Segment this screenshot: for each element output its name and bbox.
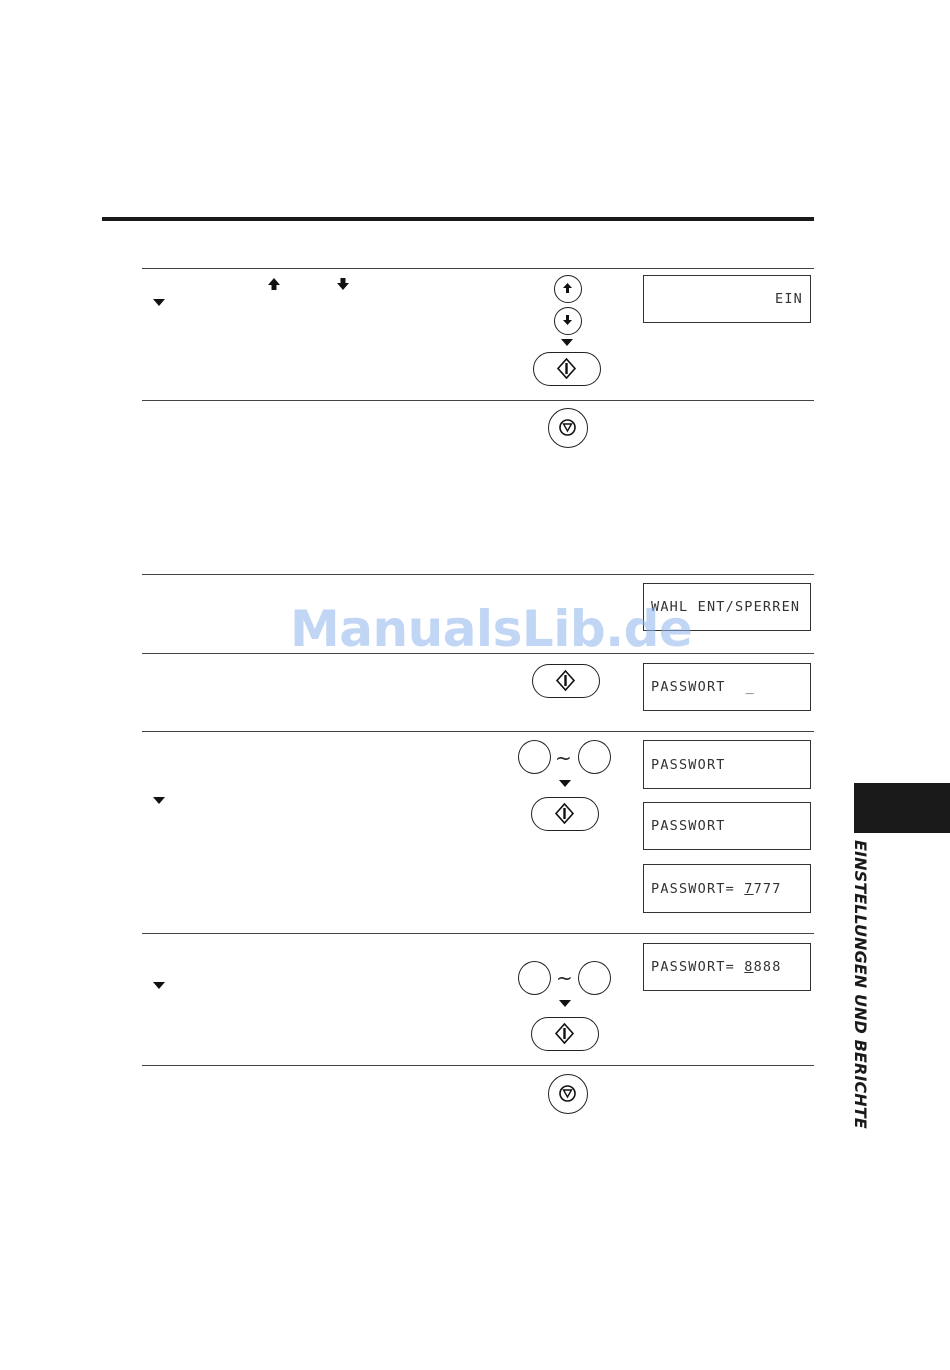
next-key-arrow-icon (559, 1000, 571, 1007)
lcd-text: PASSWORT= (651, 880, 745, 897)
row-divider (142, 933, 814, 934)
start-key-button[interactable] (533, 352, 601, 386)
next-step-arrow-icon (153, 797, 165, 804)
down-arrow-icon (555, 308, 580, 333)
lcd-display (643, 740, 811, 789)
lcd-text-rest: 777 (753, 880, 782, 897)
lcd-display (643, 943, 811, 991)
start-diamond-icon (534, 353, 599, 384)
lcd-text-rest: 888 (753, 959, 782, 975)
up-arrow-icon (267, 278, 281, 291)
lcd-text: PASSWORT (651, 679, 726, 695)
row-divider (142, 268, 814, 269)
up-key-button[interactable] (554, 275, 582, 303)
row-divider (142, 731, 814, 732)
number-key-button[interactable] (578, 961, 611, 995)
start-key-button[interactable] (531, 1017, 599, 1051)
chapter-tab (854, 783, 950, 833)
start-key-button[interactable] (532, 664, 600, 698)
row-divider (142, 1065, 814, 1066)
lcd-display (643, 864, 811, 913)
start-diamond-icon (533, 665, 598, 696)
lcd-text: WAHL ENT/SPERREN (651, 599, 801, 615)
lcd-text: EIN (775, 291, 803, 307)
number-key-button[interactable] (578, 740, 611, 774)
start-key-button[interactable] (531, 797, 599, 831)
next-key-arrow-icon (561, 339, 573, 346)
lcd-display (643, 275, 811, 323)
next-step-arrow-icon (153, 299, 165, 306)
down-arrow-icon (336, 278, 350, 291)
chapter-tab-label: EINSTELLUNGEN UND BERICHTE (851, 840, 870, 1129)
lcd-cursor: _ (745, 679, 755, 695)
lcd-cursor-digit: 8 (744, 959, 754, 975)
stop-key-button[interactable] (548, 408, 588, 448)
row-divider (142, 574, 814, 575)
lcd-text: PASSWORT (651, 756, 726, 773)
number-key-button[interactable] (518, 740, 551, 774)
lcd-cursor-digit: 7 (744, 880, 754, 897)
next-step-arrow-icon (153, 982, 165, 989)
stop-octagon-icon (549, 1075, 586, 1112)
range-tilde: ~ (556, 966, 573, 990)
row-divider (142, 400, 814, 401)
stop-key-button[interactable] (548, 1074, 588, 1114)
stop-octagon-icon (549, 409, 586, 446)
watermark: ManualsLib.de (290, 600, 693, 658)
number-key-button[interactable] (518, 961, 551, 995)
lcd-display (643, 663, 811, 711)
down-key-button[interactable] (554, 307, 582, 335)
section-top-rule (102, 217, 814, 221)
next-key-arrow-icon (559, 780, 571, 787)
lcd-text: PASSWORT (651, 818, 726, 834)
start-diamond-icon (532, 798, 597, 829)
start-diamond-icon (532, 1018, 597, 1049)
up-arrow-icon (555, 276, 580, 301)
lcd-text: PASSWORT= (651, 959, 745, 975)
lcd-display (643, 802, 811, 850)
range-tilde: ~ (555, 746, 572, 770)
